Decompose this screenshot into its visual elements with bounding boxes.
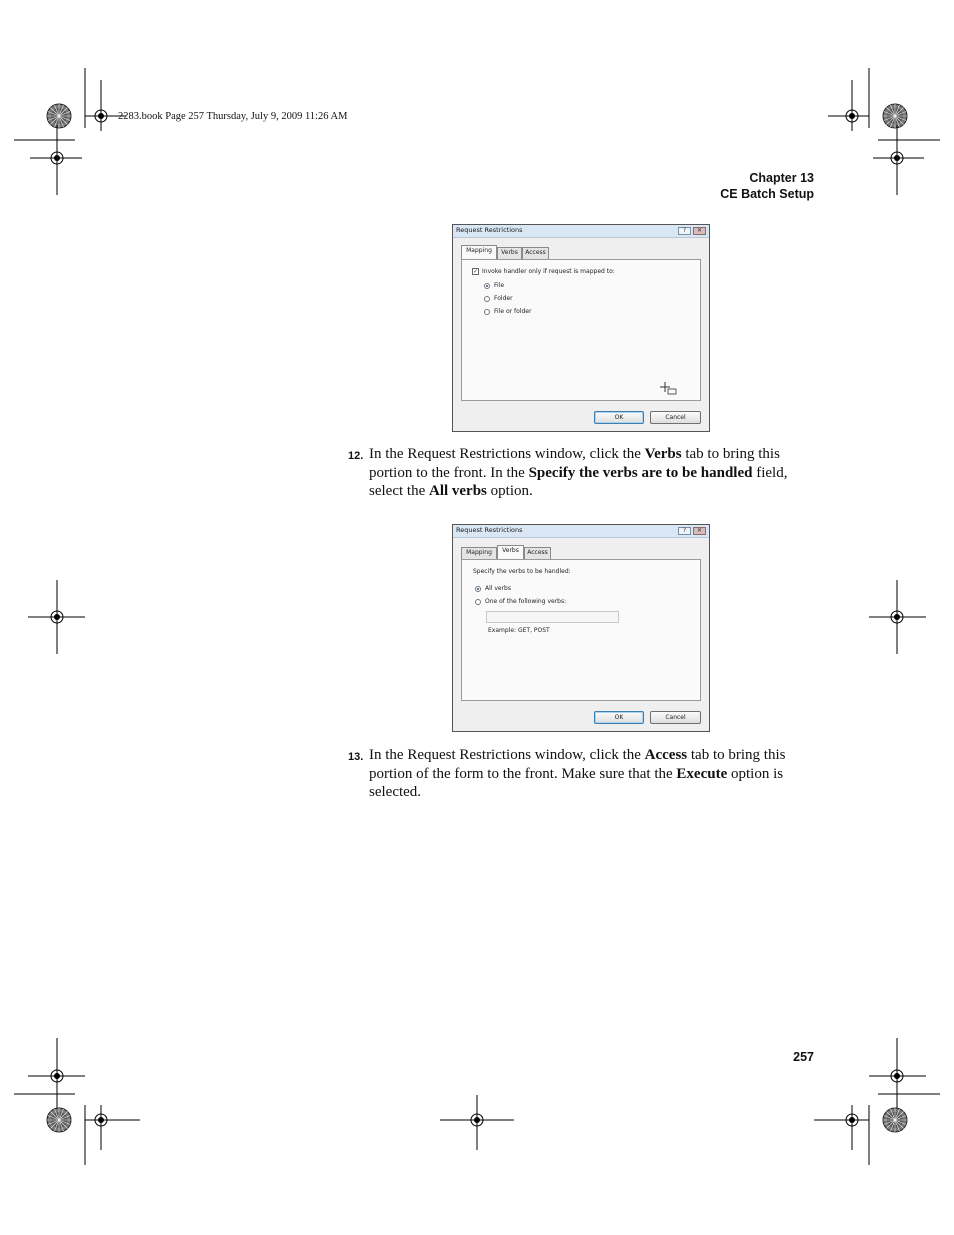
tab-access[interactable]: Access [522, 247, 549, 259]
running-head-section: CE Batch Setup [720, 187, 814, 201]
registration-star [47, 1108, 71, 1132]
page-number: 257 [793, 1050, 814, 1064]
tab-strip [461, 547, 701, 559]
registration-star [883, 104, 907, 128]
radio-selected-icon[interactable] [484, 283, 490, 289]
mapping-panel [461, 259, 701, 401]
tab-verbs[interactable]: Verbs [497, 247, 522, 259]
dialog-titlebar [453, 525, 709, 538]
step-text: In the Request Restrictions window, click the Access tab to bring this portion of the form to the front. Make sure that the Execute option is selected. [369, 747, 786, 800]
cancel-button[interactable]: Cancel [650, 411, 701, 424]
radio-icon[interactable] [484, 296, 490, 302]
ok-button[interactable]: OK [594, 411, 644, 424]
step-number: 13. [348, 751, 364, 763]
verbs-panel [461, 559, 701, 701]
dialog-title: Request Restrictions [456, 226, 523, 234]
invoke-handler-label: Invoke handler only if request is mapped to: [482, 268, 615, 275]
tab-verbs[interactable]: Verbs [497, 545, 524, 559]
radio-all-verbs[interactable] [475, 585, 511, 592]
step-12 [348, 445, 818, 501]
registration-star [883, 1108, 907, 1132]
print-slug: 2283.book Page 257 Thursday, July 9, 2009 11:26 AM [118, 111, 348, 122]
close-icon[interactable]: ✕ [693, 227, 706, 235]
running-head-chapter: Chapter 13 [749, 171, 814, 185]
radio-label: File or folder [494, 308, 532, 315]
radio-label: All verbs [485, 585, 511, 592]
radio-following-verbs[interactable] [475, 598, 566, 605]
ui-term: Access [644, 747, 688, 763]
radio-label: One of the following verbs: [485, 598, 567, 605]
checkbox-icon[interactable]: ✓ [473, 268, 479, 275]
tab-mapping[interactable]: Mapping [461, 245, 497, 259]
verbs-heading: Specify the verbs to be handled: [473, 568, 571, 575]
verbs-input[interactable] [486, 611, 619, 623]
step-13 [348, 746, 818, 802]
radio-file[interactable] [484, 282, 504, 289]
radio-icon[interactable] [484, 309, 490, 315]
verbs-example: Example: GET, POST [488, 627, 550, 634]
tab-strip [461, 247, 701, 259]
tab-access[interactable]: Access [524, 547, 551, 559]
registration-star [47, 104, 71, 128]
dialog-title: Request Restrictions [456, 526, 523, 534]
dialog-titlebar [453, 225, 709, 238]
radio-selected-icon[interactable] [475, 586, 481, 592]
radio-icon[interactable] [475, 599, 481, 605]
ui-term: Verbs [644, 446, 682, 462]
ui-term: Execute [676, 765, 728, 782]
invoke-handler-option[interactable] [472, 268, 615, 275]
radio-file-or-folder[interactable] [484, 308, 531, 315]
cancel-button[interactable]: Cancel [650, 711, 701, 724]
request-restrictions-dialog-mapping [452, 224, 710, 432]
cursor-icon [660, 382, 678, 396]
radio-label: File [494, 282, 505, 289]
ui-term: All verbs [428, 483, 487, 499]
radio-label: Folder [494, 295, 513, 302]
tab-mapping[interactable]: Mapping [461, 547, 497, 559]
radio-folder[interactable] [484, 295, 513, 302]
request-restrictions-dialog-verbs [452, 524, 710, 732]
step-number: 12. [348, 450, 364, 462]
ui-term: Specify the verbs are to be handled [528, 464, 753, 481]
help-icon[interactable]: ? [678, 527, 691, 535]
close-icon[interactable]: ✕ [693, 527, 706, 535]
help-icon[interactable]: ? [678, 227, 691, 235]
step-text: In the Request Restrictions window, click the Verbs tab to bring this portion to the front. In the Specify the verbs are to be handled field, select the All verbs option. [369, 446, 788, 499]
ok-button[interactable]: OK [594, 711, 644, 724]
